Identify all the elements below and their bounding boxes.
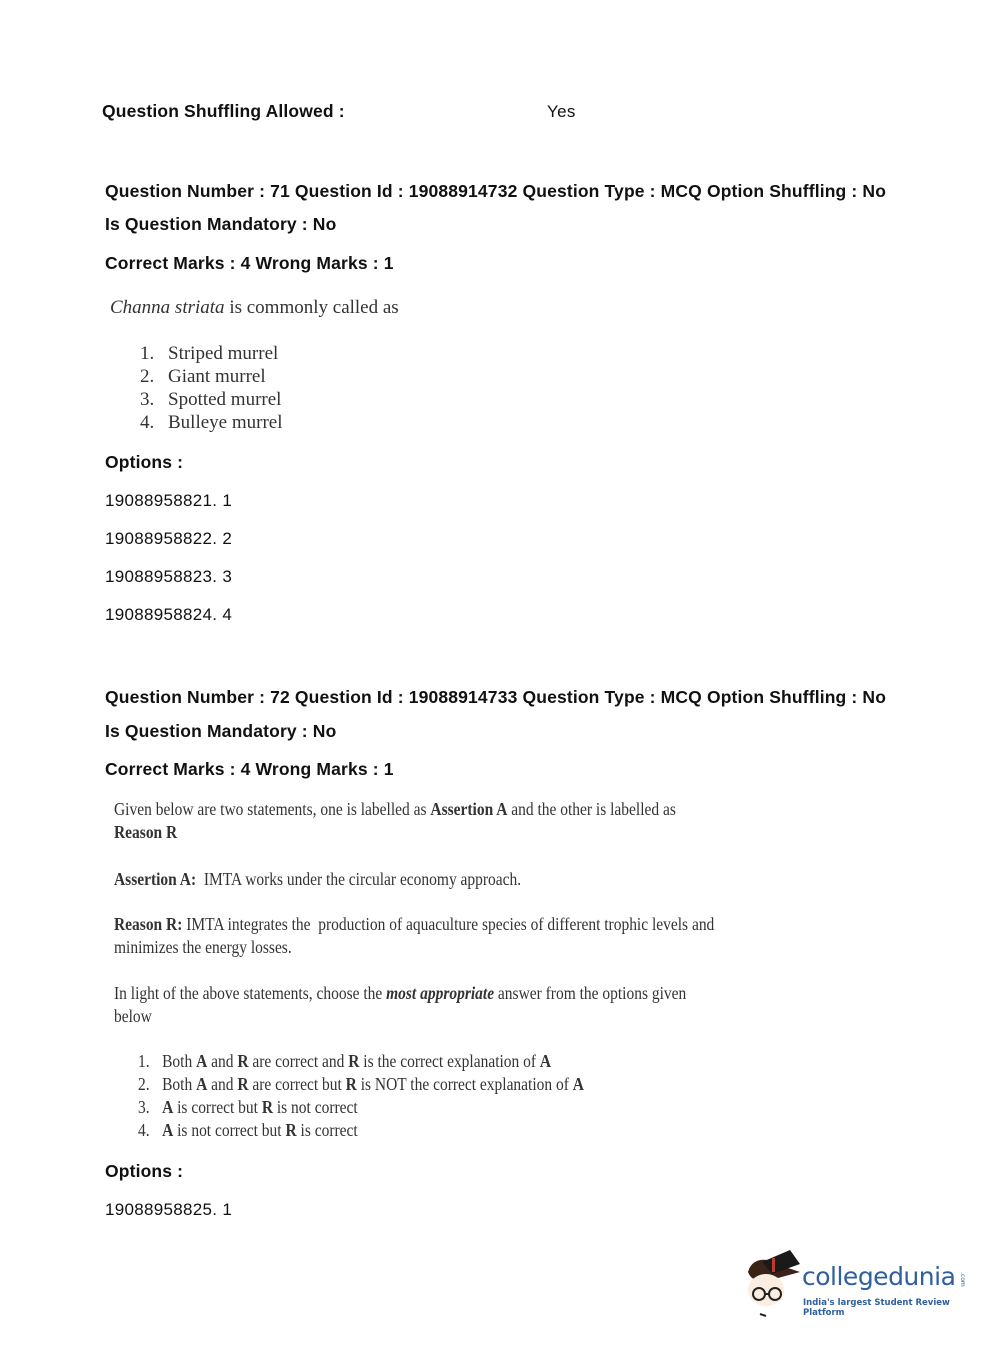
q71-options-label: Options : <box>105 452 184 472</box>
q71-stem: Channa striata is commonly called as <box>110 297 399 318</box>
q71-option: 19088958823. 3 <box>105 567 233 586</box>
q72-intro-2: Reason R <box>114 822 178 842</box>
q72-assertion: Assertion A: IMTA works under the circular economy approach. <box>114 869 522 889</box>
q72-reason-2: minimizes the energy losses. <box>114 937 292 957</box>
q71-marks: Correct Marks : 4 Wrong Marks : 1 <box>105 253 394 273</box>
q72-choice: 4. A is not correct but R is correct <box>138 1120 358 1140</box>
q72-choice: 2. Both A and R are correct but R is NOT the correct explanation of A <box>138 1074 584 1094</box>
q72-options-label: Options : <box>105 1161 184 1181</box>
q71-mandatory: Is Question Mandatory : No <box>105 214 337 234</box>
q71-choice: 4. Bulleye murrel <box>140 412 283 433</box>
q71-option: 19088958824. 4 <box>105 605 233 624</box>
q71-choice: 1. Striped murrel <box>140 343 279 364</box>
q72-instruction-2: below <box>114 1006 152 1026</box>
q71-option: 19088958822. 2 <box>105 529 233 548</box>
q72-mandatory: Is Question Mandatory : No <box>105 721 337 741</box>
q72-choice: 1. Both A and R are correct and R is the correct explanation of A <box>138 1051 552 1071</box>
q72-marks: Correct Marks : 4 Wrong Marks : 1 <box>105 759 394 779</box>
q72-reason: Reason R: IMTA integrates the production of aquaculture species of different trophic levels and <box>114 914 715 934</box>
q71-choice: 2. Giant murrel <box>140 366 266 387</box>
shuffling-label: Question Shuffling Allowed : <box>102 101 345 121</box>
q71-meta: Question Number : 71 Question Id : 19088914732 Question Type : MCQ Option Shuffling : No <box>105 181 887 201</box>
q72-intro: Given below are two statements, one is labelled as Assertion A and the other is labelled as <box>114 799 676 819</box>
q72-instruction: In light of the above statements, choose the most appropriate answer from the options given <box>114 983 687 1003</box>
q72-choice: 3. A is correct but R is not correct <box>138 1097 358 1117</box>
shuffling-value: Yes <box>547 102 576 121</box>
collegedunia-logo: collegedunia .com India's largest Student Review Platform <box>742 1250 972 1320</box>
mascot-icon <box>742 1250 802 1320</box>
q71-choice: 3. Spotted murrel <box>140 389 282 410</box>
q72-meta: Question Number : 72 Question Id : 19088914733 Question Type : MCQ Option Shuffling : No <box>105 687 887 707</box>
q72-option: 19088958825. 1 <box>105 1200 233 1219</box>
q71-option: 19088958821. 1 <box>105 491 233 510</box>
